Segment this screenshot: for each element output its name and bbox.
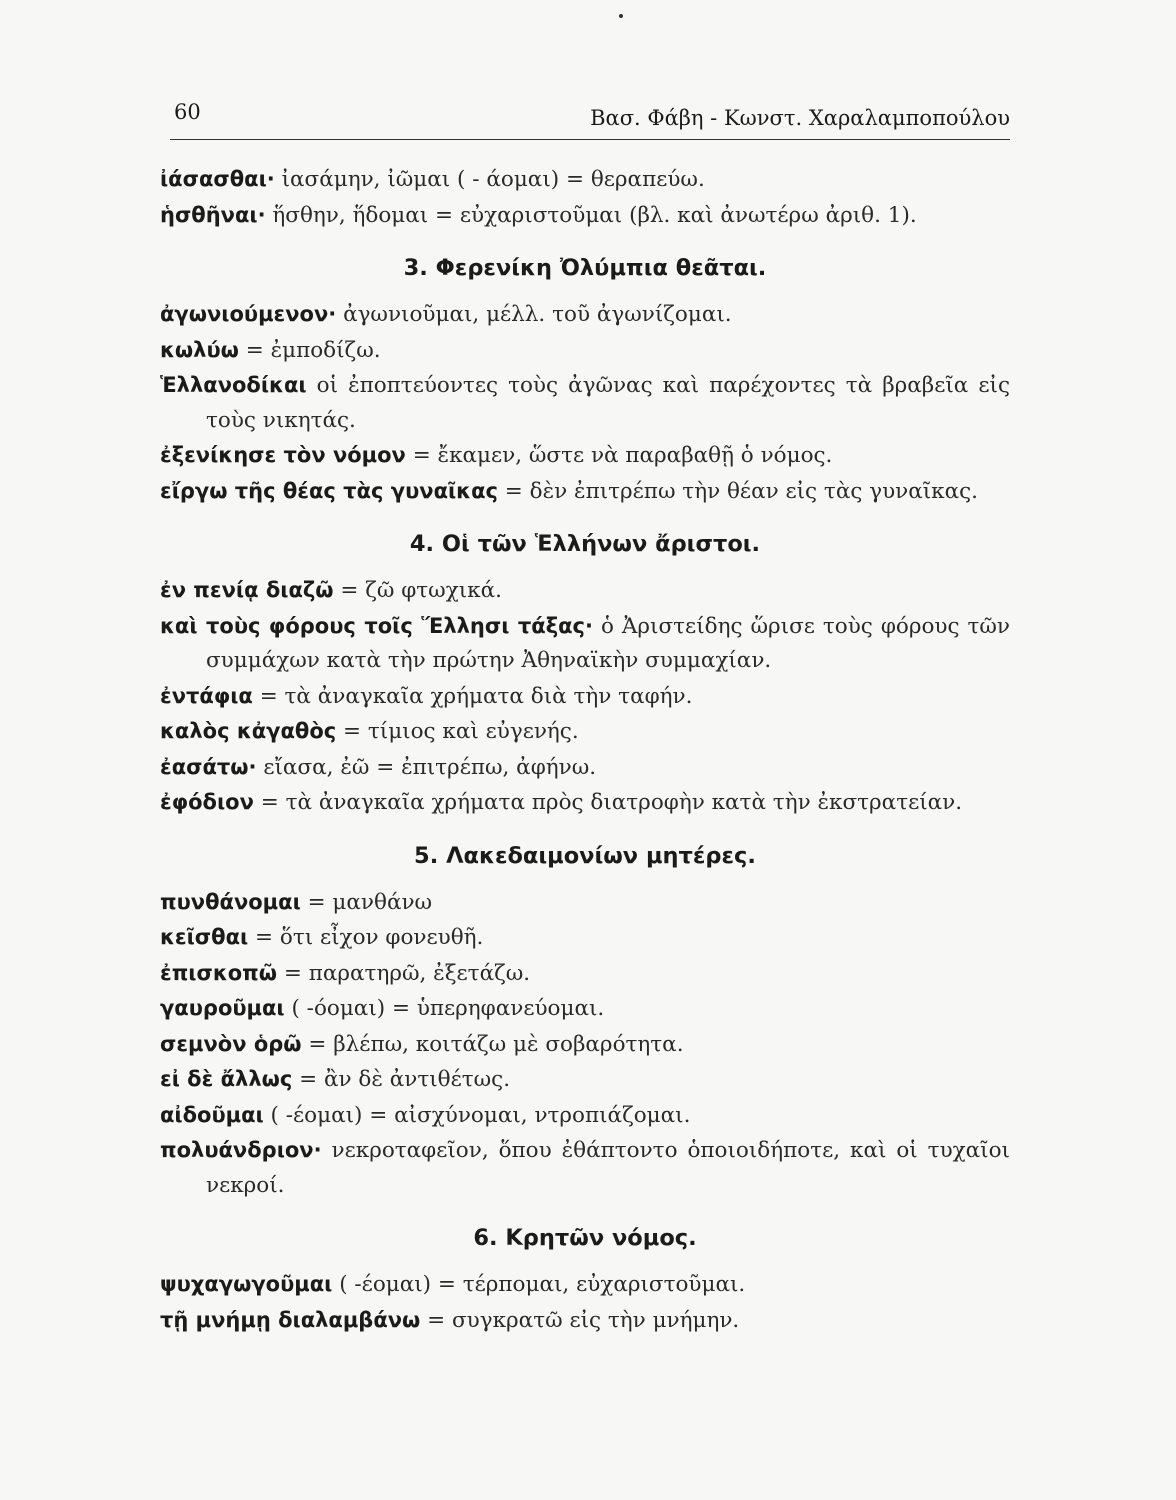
glossary-entry (160, 1133, 1010, 1203)
entry-definition: εἴασα, ἐῶ = ἐπιτρέπω, ἀφήνω. (256, 754, 597, 780)
glossary-entry (160, 333, 1010, 369)
speck-dot (619, 14, 623, 18)
glossary-entry (160, 162, 1010, 198)
header-rule (170, 139, 1010, 140)
entry-definition: = ὅτι εἶχον φονευθῆ. (248, 925, 484, 950)
glossary-entry (160, 885, 1010, 921)
glossary-entry (160, 1303, 1010, 1339)
glossary-entry (160, 1267, 1010, 1303)
entry-term: πολυάνδριον· (160, 1138, 322, 1162)
entry-term: ἡσθῆναι· (160, 202, 266, 227)
entry-term: γαυροῦμαι (160, 996, 285, 1020)
glossary-entry (160, 920, 1010, 956)
entry-definition: ἀγωνιοῦμαι, μέλλ. τοῦ ἀγωνίζομαι. (336, 302, 732, 327)
page-header (170, 100, 1010, 140)
entry-definition: ὁ Ἀριστείδης ὥρισε τοὺς φόρους τῶν συμμάχων κατὰ τὴν πρώτην Ἀθηναϊκὴν συμμαχίαν. (206, 613, 1010, 673)
glossary-entry (160, 679, 1010, 715)
entry-term: ἀγωνιούμενον· (160, 302, 337, 326)
entry-definition: = τίμιος καὶ εὐγενής. (336, 719, 579, 744)
entry-term: ἐφόδιον (160, 790, 254, 814)
entry-definition: = τὰ ἀναγκαῖα χρήματα πρὸς διατροφὴν κατὰ τὴν ἐκστρατείαν. (253, 790, 963, 815)
entry-term: πυνθάνομαι (160, 889, 301, 914)
section-heading: 6. Κρητῶν νόμος. (473, 1225, 697, 1251)
glossary-entry (160, 573, 1010, 609)
entry-definition: = τὰ ἀναγκαῖα χρήματα διὰ τὴν ταφήν. (252, 683, 693, 709)
section-heading: 3. Φερενίκη Ὀλύμπια θεᾶται. (403, 255, 767, 281)
glossary-entry (160, 438, 1010, 474)
entry-definition: = βλέπω, κοιτάζω μὲ σοβαρότητα. (301, 1031, 684, 1057)
entry-definition: ἰασάμην, ἰῶμαι ( - άομαι) = θεραπεύω. (274, 167, 705, 192)
entry-definition: = ἔκαμεν, ὥστε νὰ παραβαθῇ ὁ νόμος. (405, 443, 833, 468)
entry-term: Ἑλλανοδίκαι (160, 373, 307, 397)
entry-definition: ( -έομαι) = αἰσχύνομαι, ντροπιάζομαι. (263, 1102, 691, 1128)
section-heading: 4. Οἱ τῶν Ἑλλήνων ἄριστοι. (409, 531, 761, 557)
entry-definition: = ζῶ φτωχικά. (333, 578, 502, 603)
entry-term: κωλύω (160, 337, 239, 362)
entry-term: ἐασάτω· (160, 754, 257, 779)
entry-definition: = παρατηρῶ, ἐξετάζω. (277, 960, 531, 986)
running-head: Βασ. Φάβη - Κωνστ. Χαραλαμποπούλου (590, 106, 1010, 130)
entry-definition: = ἐμποδίζω. (238, 337, 381, 363)
entry-definition: ( -έομαι) = τέρπομαι, εὐχαριστοῦμαι. (332, 1272, 746, 1297)
entry-term: ἐπισκοπῶ (160, 960, 278, 985)
glossary-entry (160, 297, 1010, 333)
entry-term: ἐξενίκησε τὸν νόμον (160, 443, 406, 467)
entry-term: ἐν πενίᾳ διαζῶ (160, 578, 334, 602)
entry-definition: = δὲν ἐπιτρέπω τὴν θέαν εἰς τὰς γυναῖκας. (497, 478, 978, 504)
entry-definition: ἥσθην, ἥδομαι = εὐχαριστοῦμαι (βλ. καὶ ἀνωτέρω ἀριθ. 1). (265, 202, 917, 228)
glossary-entry (160, 1027, 1010, 1063)
glossary-entry (160, 198, 1010, 234)
glossary-entry (160, 714, 1010, 750)
section-heading: 5. Λακεδαιμονίων μητέρες. (414, 842, 756, 869)
glossary-entry (160, 368, 1010, 438)
entry-definition: = συγκρατῶ εἰς τὴν μνήμην. (420, 1307, 740, 1333)
entry-definition: = ἂν δὲ ἀντιθέτως. (292, 1067, 511, 1092)
entry-term: καὶ τοὺς φόρους τοῖς Ἕλλησι τάξας· (160, 613, 593, 638)
entry-definition: = μανθάνω (300, 889, 433, 915)
glossary-entry (160, 1062, 1010, 1098)
glossary-entry (160, 474, 1010, 510)
entry-term: ἐντάφια (160, 683, 253, 708)
entry-definition: οἱ ἐποπτεύοντες τοὺς ἀγῶνας καὶ παρέχοντες τὰ βραβεῖα εἰς τοὺς νικητάς. (206, 373, 1010, 433)
glossary-entry (160, 609, 1010, 679)
entry-term: εἴργω τῆς θέας τὰς γυναῖκας (160, 478, 498, 503)
glossary-entry (160, 750, 1010, 786)
entry-term: αἰδοῦμαι (160, 1102, 264, 1127)
glossary-entry (160, 785, 1010, 821)
glossary-entry (160, 991, 1010, 1027)
entry-term: εἰ δὲ ἄλλως (160, 1067, 293, 1091)
entry-term: τῇ μνήμῃ διαλαμβάνω (160, 1307, 421, 1332)
glossary-entry (160, 956, 1010, 992)
entry-term: ψυχαγωγοῦμαι (160, 1272, 333, 1296)
entry-term: κεῖσθαι (160, 925, 249, 949)
entry-definition: ( -όομαι) = ὑπερηφανεύομαι. (284, 996, 605, 1021)
glossary-content (160, 162, 1010, 1338)
entry-term: καλὸς κἀγαθὸς (160, 719, 337, 743)
entry-term: σεμνὸν ὁρῶ (160, 1031, 302, 1056)
page-number: 60 (174, 100, 201, 124)
entry-term: ἰάσασθαι· (160, 167, 275, 191)
entry-definition: νεκροταφεῖον, ὅπου ἐθάπτοντο ὁποιοιδήποτε, καὶ οἱ τυχαῖοι νεκροί. (206, 1138, 1010, 1198)
glossary-entry (160, 1098, 1010, 1134)
